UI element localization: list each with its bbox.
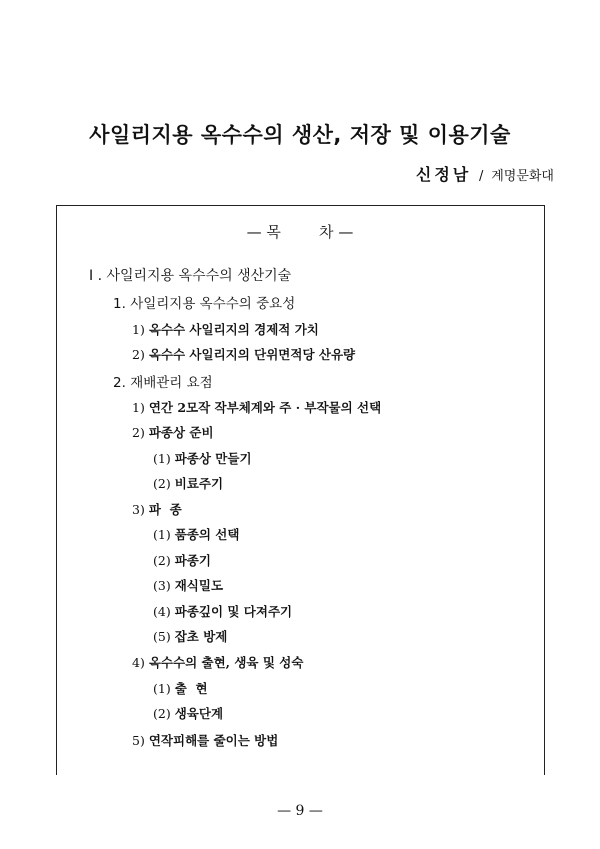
toc-entry: (2) 파종기 [153, 553, 211, 568]
toc-entry: 4) 옥수수의 출현, 생육 및 성숙 [132, 655, 304, 670]
toc-entry: I . 사일리지용 옥수수의 생산기술 [89, 268, 292, 284]
toc-entry: (5) 잡초 방제 [153, 629, 228, 644]
author-name: 신정남 [415, 165, 472, 184]
toc-box [56, 205, 545, 775]
page-number: — 9 — [277, 803, 323, 819]
toc-entry: (1) 출 현 [153, 681, 208, 696]
author-affiliation: 계명문화대 [491, 169, 554, 184]
toc-entry: 5) 연작피해를 줄이는 방법 [132, 733, 279, 748]
toc-entry: (3) 재식밀도 [153, 578, 224, 593]
toc-entry: (2) 비료주기 [153, 476, 224, 491]
toc-entry: 1. 사일리지용 옥수수의 중요성 [113, 296, 296, 312]
toc-entry: 1) 옥수수 사일리지의 경제적 가치 [132, 322, 319, 337]
author-byline [416, 162, 554, 185]
toc-heading: — 목 차 — [246, 223, 354, 241]
document-title: 사일리지용 옥수수의 생산, 저장 및 이용기술 [89, 123, 511, 147]
toc-entry: (2) 생육단계 [153, 706, 224, 721]
toc-entry: 2) 옥수수 사일리지의 단위면적당 산유량 [132, 347, 356, 362]
toc-entry: 3) 파 종 [132, 502, 182, 517]
toc-entry: (1) 파종상 만들기 [153, 451, 252, 466]
toc-entry: 2. 재배관리 요점 [113, 375, 213, 391]
author-separator: / [479, 169, 484, 184]
toc-entry: 1) 연간 2모작 작부체계와 주 · 부작물의 선택 [132, 400, 382, 415]
toc-entry: 2) 파종상 준비 [132, 425, 214, 440]
toc-entry: (4) 파종깊이 및 다져주기 [153, 604, 293, 619]
toc-entry: (1) 품종의 선택 [153, 527, 240, 542]
